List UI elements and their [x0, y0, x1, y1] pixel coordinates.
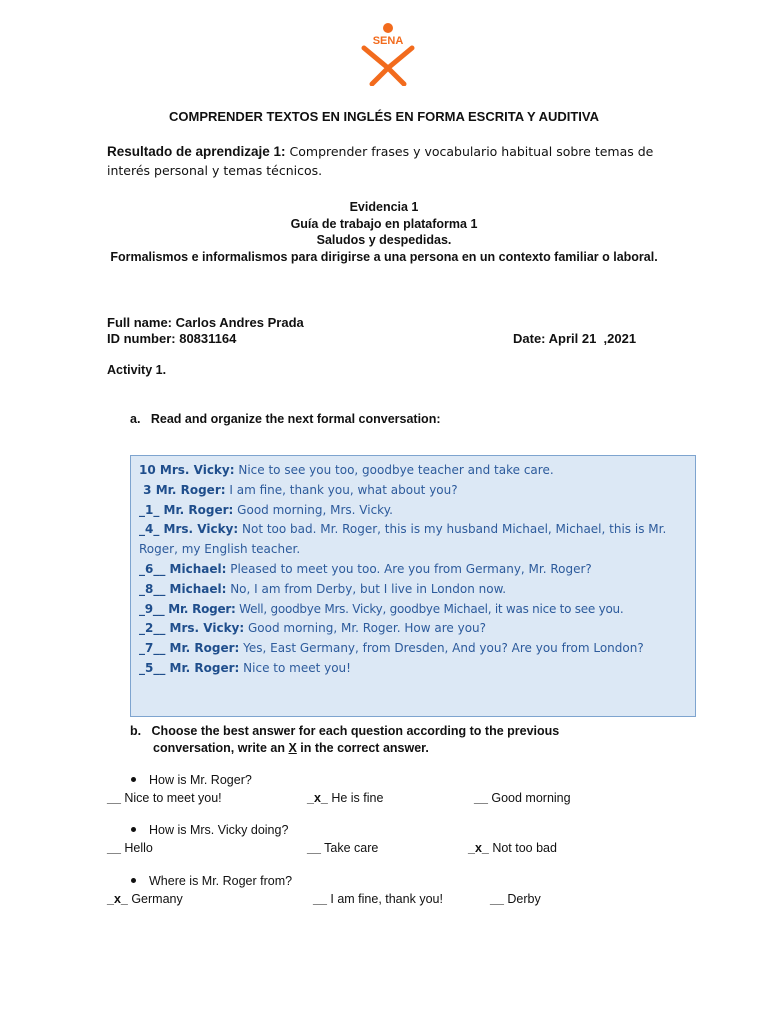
learning-outcome-label: Resultado de aprendizaje 1: [107, 144, 286, 159]
document-title: COMPRENDER TEXTOS EN INGLÉS EN FORMA ESCRITA Y AUDITIVA [168, 109, 599, 124]
conversation-line: 10 Mrs. Vicky: Nice to see you too, goodbye teacher and take care. [139, 463, 554, 477]
question-3: Where is Mr. Roger from? [131, 874, 292, 888]
conversation-line: _1_ Mr. Roger: Good morning, Mrs. Vicky. [139, 502, 393, 517]
sena-logo [358, 22, 418, 86]
evidence-title: Evidencia 1 [349, 200, 419, 214]
conversation-box [130, 455, 696, 717]
id-number: ID number: 80831164 [107, 331, 237, 346]
bullet-icon [131, 777, 136, 782]
evidence-guide: Guía de trabajo en plataforma 1 [290, 216, 478, 231]
learning-outcome [107, 142, 687, 180]
question-2: How is Mrs. Vicky doing? [131, 823, 288, 837]
answer-option: __ Derby [490, 892, 541, 906]
logo-text: SENA [372, 35, 404, 47]
evidence-description: Formalismos e informalismos para dirigirse a una persona en un contexto familiar o laboral. [110, 249, 658, 264]
conversation-line: _2__ Mrs. Vicky: Good morning, Mr. Roger. How are you? [139, 621, 487, 636]
answer-option: __ Hello [107, 841, 153, 855]
section-b-heading [130, 723, 559, 757]
section-b-line2-pre: conversation, write an [153, 741, 289, 755]
answer-option: __ Good morning [474, 791, 571, 805]
conversation-line: _5__ Mr. Roger: Nice to meet you! [139, 660, 351, 675]
full-name: Full name: Carlos Andres Prada [107, 315, 304, 330]
answer-option: __ I am fine, thank you! [313, 892, 443, 906]
section-b-line1: b. Choose the best answer for each question according to the previous [130, 724, 560, 738]
learning-outcome-text: Comprender frases y vocabulario habitual sobre temas de interés personal y temas técnicos. [107, 144, 654, 178]
section-b-x: X [288, 741, 297, 755]
answer-option-selected: _x_ Not too bad [468, 841, 557, 855]
section-b-line2-post: in the correct answer. [296, 741, 429, 755]
conversation-line: _4_ Mrs. Vicky: Not too bad. Mr. Roger, this is my husband Michael, Michael, this is Mr. Roger, my English teacher. [139, 522, 667, 557]
answer-option: __ Nice to meet you! [107, 791, 222, 805]
section-a-heading: a. Read and organize the next formal conversation: [130, 412, 441, 426]
conversation-line: 3 Mr. Roger: I am fine, thank you, what about you? [139, 482, 458, 497]
evidence-topic: Saludos y despedidas. [316, 233, 452, 247]
conversation-line: _9__ Mr. Roger: Well, goodbye Mrs. Vicky, goodbye Michael, it was nice to see you. [139, 601, 624, 616]
sena-logo-icon [358, 22, 418, 86]
conversation-line: _8__ Michael: No, I am from Derby, but I live in London now. [139, 581, 507, 596]
date: Date: April 21 ,2021 [513, 331, 637, 346]
bullet-icon [131, 827, 136, 832]
answer-option: __ Take care [307, 841, 379, 855]
answer-option-selected: _x_ Germany [107, 892, 183, 906]
question-1: How is Mr. Roger? [131, 773, 252, 787]
conversation-line: _7__ Mr. Roger: Yes, East Germany, from Dresden, And you? Are you from London? [139, 641, 644, 656]
activity-heading: Activity 1. [107, 363, 167, 377]
conversation-line: _6__ Michael: Pleased to meet you too. Are you from Germany, Mr. Roger? [139, 561, 592, 576]
answer-option-selected: _x_ He is fine [307, 791, 384, 805]
evidence-heading [100, 199, 668, 265]
bullet-icon [131, 878, 136, 883]
